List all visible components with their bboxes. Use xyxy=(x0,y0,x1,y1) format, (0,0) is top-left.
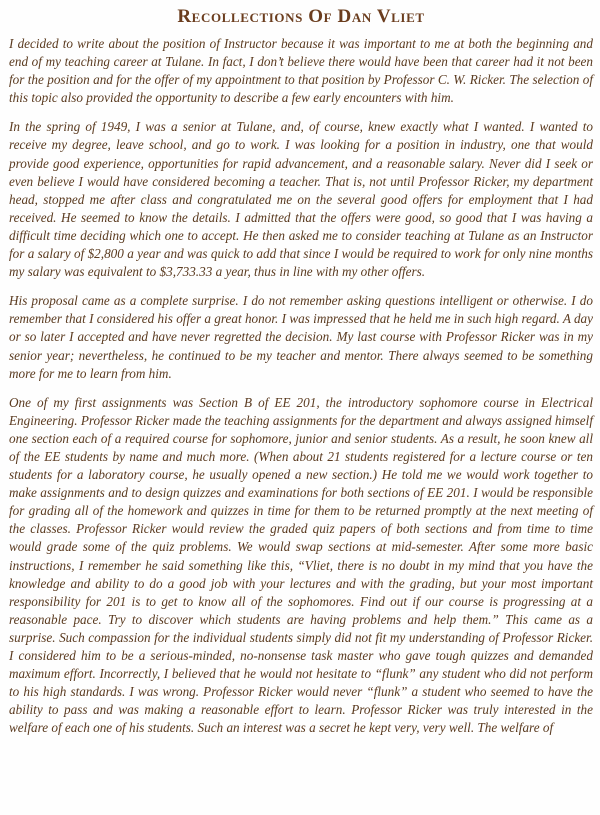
paragraph-4: One of my first assignments was Section B of EE 201, the introductory sophomore course in Electrical Engineering. Professor Ricker made the teaching assignments for the department and always assigned himself one section each of a required course for sophomore, junior and senior students. As a result, he soon knew all of the EE students by name and much more. (When about 21 students registered for a lecture course or ten students for a laboratory course, he usually opened a new section.) He told me we would work together to make assignments and to design quizzes and examinations for both sections of EE 201. I would be responsible for grading all of the homework and quizzes in time for them to be returned promptly at the next meeting of the classes. Professor Ricker would review the graded quiz papers of both sections and from time to time would grade some of the quiz problems. We would swap sections at mid-semester. After some more basic instructions, I remember he said something like this, “Vliet, there is no doubt in my mind that you have the knowledge and ability to do a good job with your lectures and with the grading, but your most important responsibility for 201 is to get to know all of the sophomores. Find out if our course is progressing at a reasonable pace. Try to discover which students are having problems and help them.” This came as a surprise. Such compassion for the individual students simply did not fit my understanding of Professor Ricker. I considered him to be a serious-minded, no-nonsense task master who gave tough quizzes and demanded maximum effort. Incorrectly, I believed that he would not hesitate to “flunk” any student who did not perform to his high standards. I was wrong. Professor Ricker would never “flunk” a student who seemed to have the ability to pass and was making a reasonable effort to learn. Professor Ricker was truly interested in the welfare of each one of his students. Such an interest was a secret he kept very, very well. The welfare of xyxy=(9,394,593,736)
paragraph-3: His proposal came as a complete surprise. I do not remember asking questions intelligent or otherwise. I do remember that I considered his offer a great honor. I was impressed that he held me in such high regard. A day or so later I accepted and have never regretted the decision. My last course with Professor Ricker was in my senior year; nevertheless, he continued to be my teacher and mentor. There always seemed to be something more for me to learn from him. xyxy=(9,293,593,381)
paragraph-2: In the spring of 1949, I was a senior at Tulane, and, of course, knew exactly what I wanted. I wanted to receive my degree, leave school, and go to work. I was looking for a position in industry, one that would provide good experience, opportunities for rapid advancement, and a reasonable salary. Never did I seek or even believe I would have considered becoming a teacher. That is, not until Professor Ricker, my department head, stopped me after class and congratulated me on the several good offers for employment that I had received. He seemed to know the details. I admitted that the offers were good, so good that I was having a difficult time deciding which one to accept. He then asked me to consider teaching at Tulane as an Instructor for a salary of $2,800 a year and was quick to add that since I would be required to work for only nine months my salary was equivalent to $3,733.33 a year, thus in line with my other offers. xyxy=(9,119,593,280)
document-title: Recollections Of Dan Vliet xyxy=(177,6,425,27)
paragraph-1: I decided to write about the position of Instructor because it was important to me at both the beginning and end of my teaching career at Tulane. In fact, I don’t believe there would have been that career had it not been for the position and for the offer of my appointment to that position by Professor C. W. Ricker. The selection of this topic also provided the opportunity to describe a few early encounters with him. xyxy=(9,36,593,106)
document-page xyxy=(9,6,593,748)
